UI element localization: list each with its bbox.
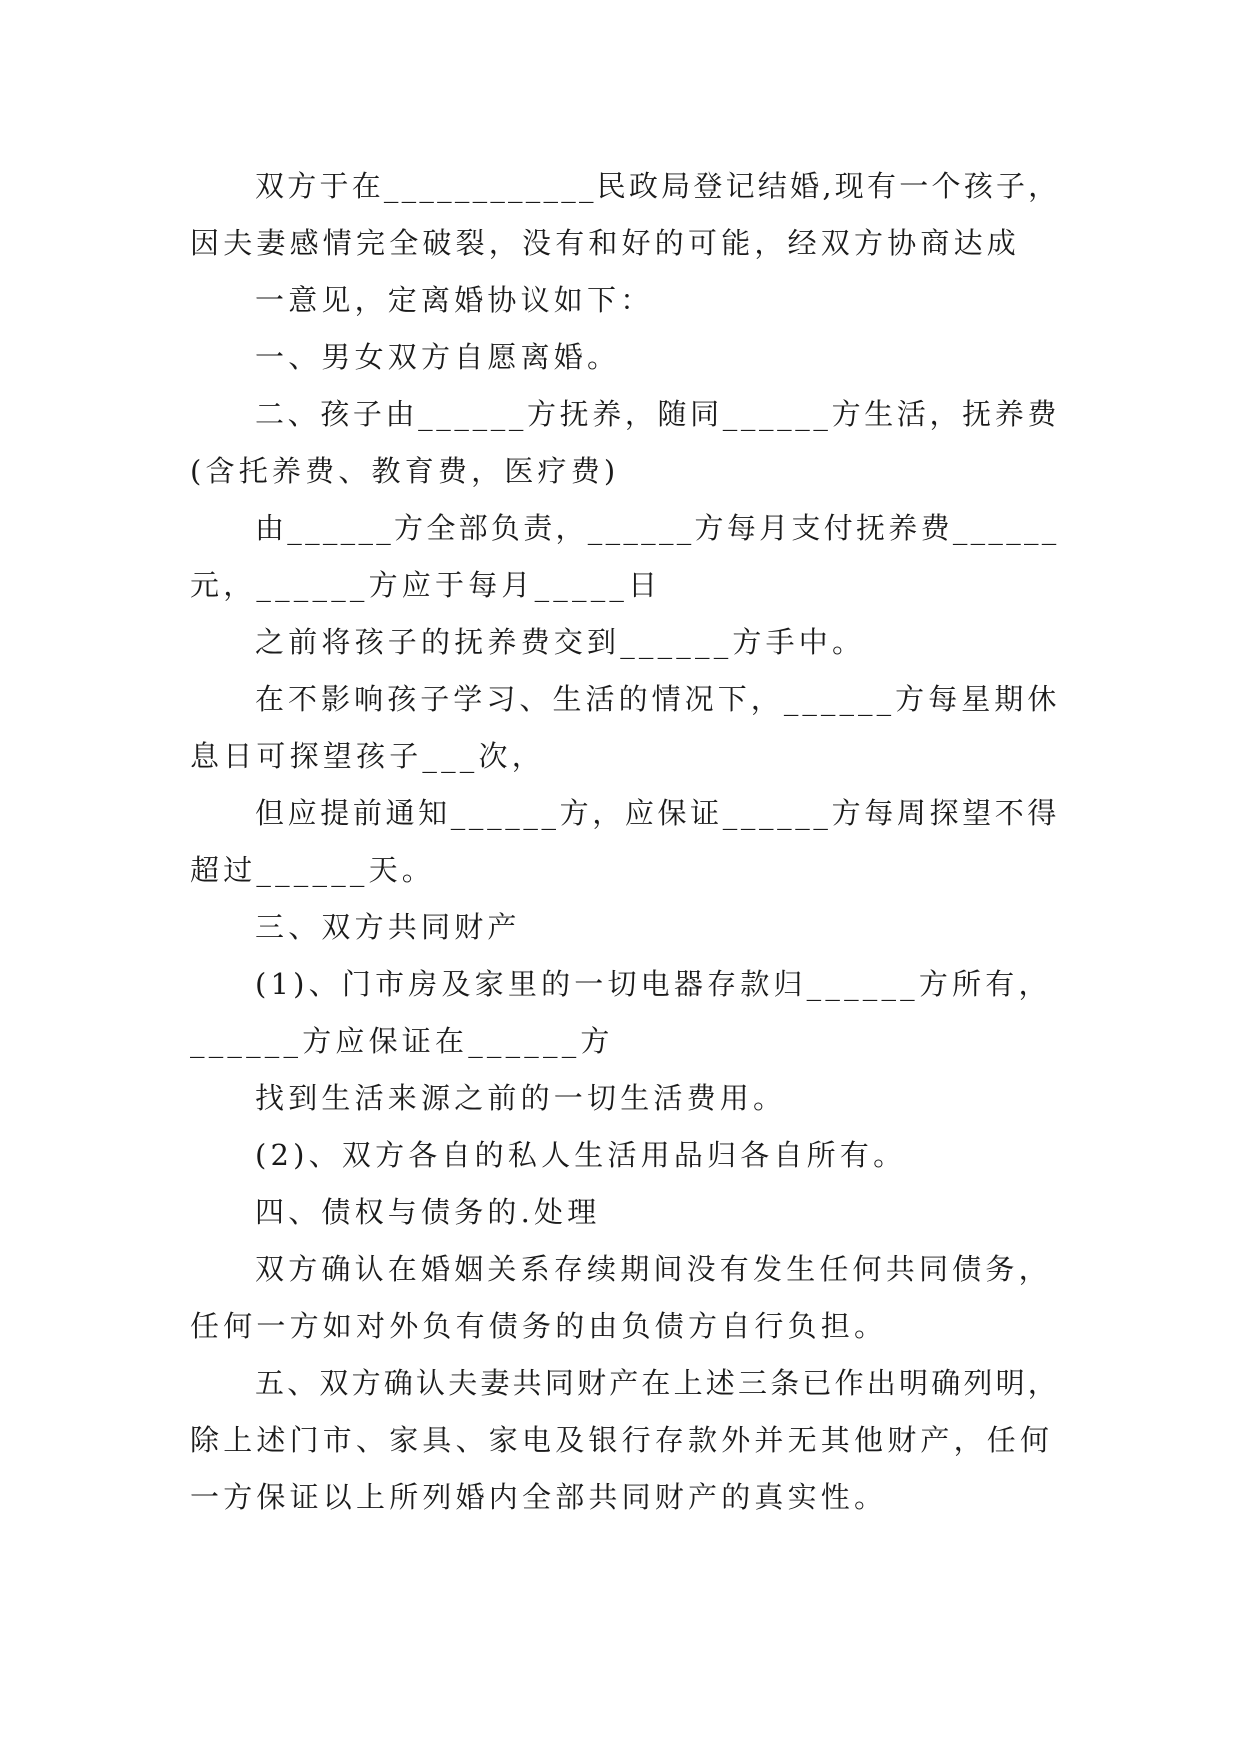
paragraph-line: 除上述门市、家具、家电及银行存款外并无其他财产，任何: [190, 1423, 1054, 1457]
paragraph-line: 元，______方应于每月_____日: [190, 568, 662, 602]
paragraph-line: 由______方全部负责，______方每月支付抚养费______: [255, 511, 1060, 545]
paragraph-line: 之前将孩子的抚养费交到______方手中。: [255, 625, 866, 659]
paragraph-line: ______方应保证在______方: [190, 1024, 614, 1058]
paragraph-line: 双方确认在婚姻关系存续期间没有发生任何共同债务，: [255, 1252, 1052, 1286]
paragraph-line: 二、孩子由______方抚养，随同______方生活，抚养费: [255, 397, 1061, 431]
section-heading: 三、双方共同财产: [255, 910, 521, 944]
paragraph-line: (1)、门市房及家里的一切电器存款归______方所有，: [255, 967, 1052, 1001]
paragraph-line: 一意见，定离婚协议如下：: [255, 283, 654, 317]
paragraph-line: 但应提前通知______方，应保证______方每周探望不得: [255, 796, 1061, 830]
paragraph-line: 息日可探望孩子___次，: [190, 739, 545, 773]
paragraph-line: 找到生活来源之前的一切生活费用。: [255, 1081, 787, 1115]
section-heading: 四、债权与债务的.处理: [255, 1195, 601, 1229]
section-heading: 一、男女双方自愿离婚。: [255, 340, 621, 374]
paragraph-line: (2)、双方各自的私人生活用品归各自所有。: [255, 1138, 907, 1172]
paragraph-line: 双方于在____________民政局登记结婚,现有一个孩子，: [255, 169, 1061, 203]
paragraph-line: 一方保证以上所列婚内全部共同财产的真实性。: [190, 1480, 888, 1514]
paragraph-line: 因夫妻感情完全破裂，没有和好的可能，经双方协商达成: [190, 226, 1021, 260]
paragraph-line: 超过______天。: [190, 853, 436, 887]
paragraph-line: (含托养费、教育费，医疗费): [190, 454, 620, 488]
paragraph-line: 任何一方如对外负有债务的由负债方自行负担。: [190, 1309, 888, 1343]
paragraph-line: 五、双方确认夫妻共同财产在上述三条已作出明确列明，: [255, 1366, 1061, 1400]
paragraph-line: 在不影响孩子学习、生活的情况下，______方每星期休: [255, 682, 1061, 716]
